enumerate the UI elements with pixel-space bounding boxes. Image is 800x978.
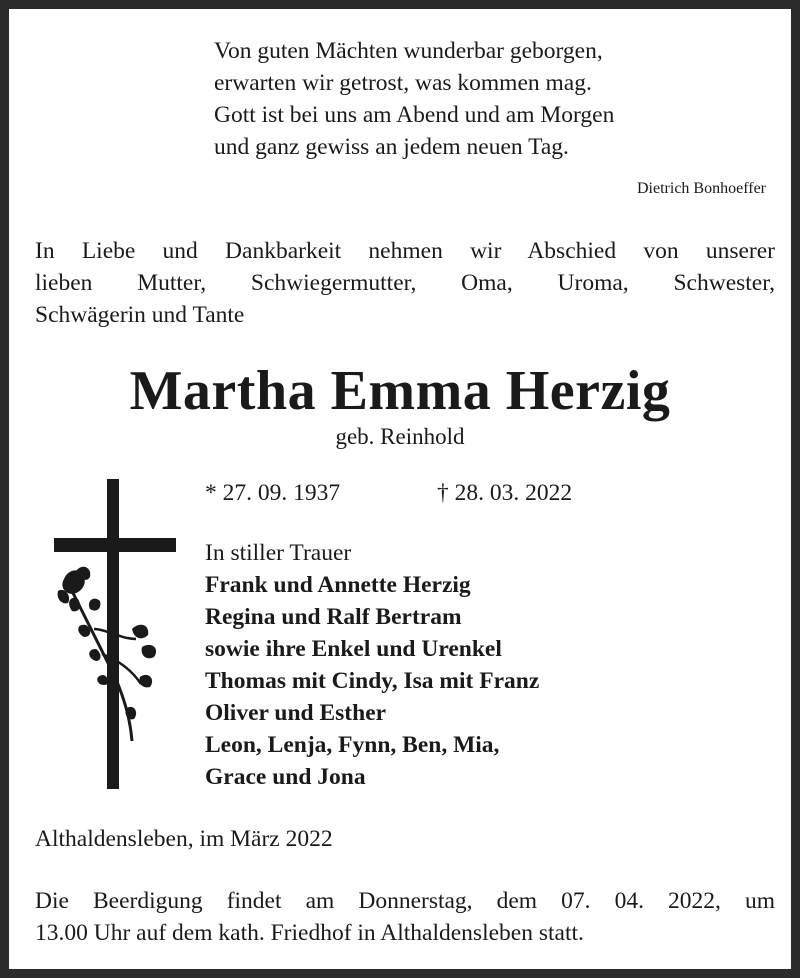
- mourner-line-1: Frank und Annette Herzig: [205, 572, 471, 598]
- quote-author: Dietrich Bonhoeffer: [637, 180, 766, 197]
- funeral-line-2: 13.00 Uhr auf dem kath. Friedhof in Althaldensleben statt.: [35, 920, 584, 946]
- farewell-intro: [35, 235, 775, 331]
- funeral-line-1: Die Beerdigung findet am Donnerstag, dem 07. 04. 2022, um: [35, 888, 775, 914]
- quote-line-1: Von guten Mächten wunderbar geborgen,: [214, 38, 603, 64]
- quote-line-4: und ganz gewiss an jedem neuen Tag.: [214, 134, 569, 160]
- death-date: † 28. 03. 2022: [437, 480, 573, 506]
- birth-date: * 27. 09. 1937: [205, 480, 341, 506]
- intro-line-2: lieben Mutter, Schwiegermutter, Oma, Uroma, Schwester,: [35, 270, 775, 296]
- deceased-name: Martha Emma Herzig: [129, 360, 671, 422]
- quote-line-3: Gott ist bei uns am Abend und am Morgen: [214, 102, 615, 128]
- quote-line-2: erwarten wir getrost, was kommen mag.: [214, 70, 592, 96]
- mourner-line-3: sowie ihre Enkel und Urenkel: [205, 636, 502, 662]
- mourner-line-2: Regina und Ralf Bertram: [205, 604, 462, 630]
- mourner-line-5: Oliver und Esther: [205, 700, 387, 726]
- mourner-line-6: Leon, Lenja, Fynn, Ben, Mia,: [205, 732, 500, 758]
- mourners-list: [205, 537, 665, 793]
- mourner-line-7: Grace und Jona: [205, 764, 366, 790]
- intro-line-3: Schwägerin und Tante: [35, 302, 245, 328]
- mourners-intro: In stiller Trauer: [205, 540, 352, 566]
- bonhoeffer-quote: [214, 35, 774, 163]
- cross-with-rose-icon: [46, 479, 176, 789]
- maiden-name: geb. Reinhold: [335, 424, 465, 449]
- intro-line-1: In Liebe und Dankbarkeit nehmen wir Abschied von unserer: [35, 238, 775, 264]
- funeral-info: [35, 885, 775, 949]
- mourner-line-4: Thomas mit Cindy, Isa mit Franz: [205, 668, 540, 694]
- place-and-date: Althaldensleben, im März 2022: [35, 826, 333, 852]
